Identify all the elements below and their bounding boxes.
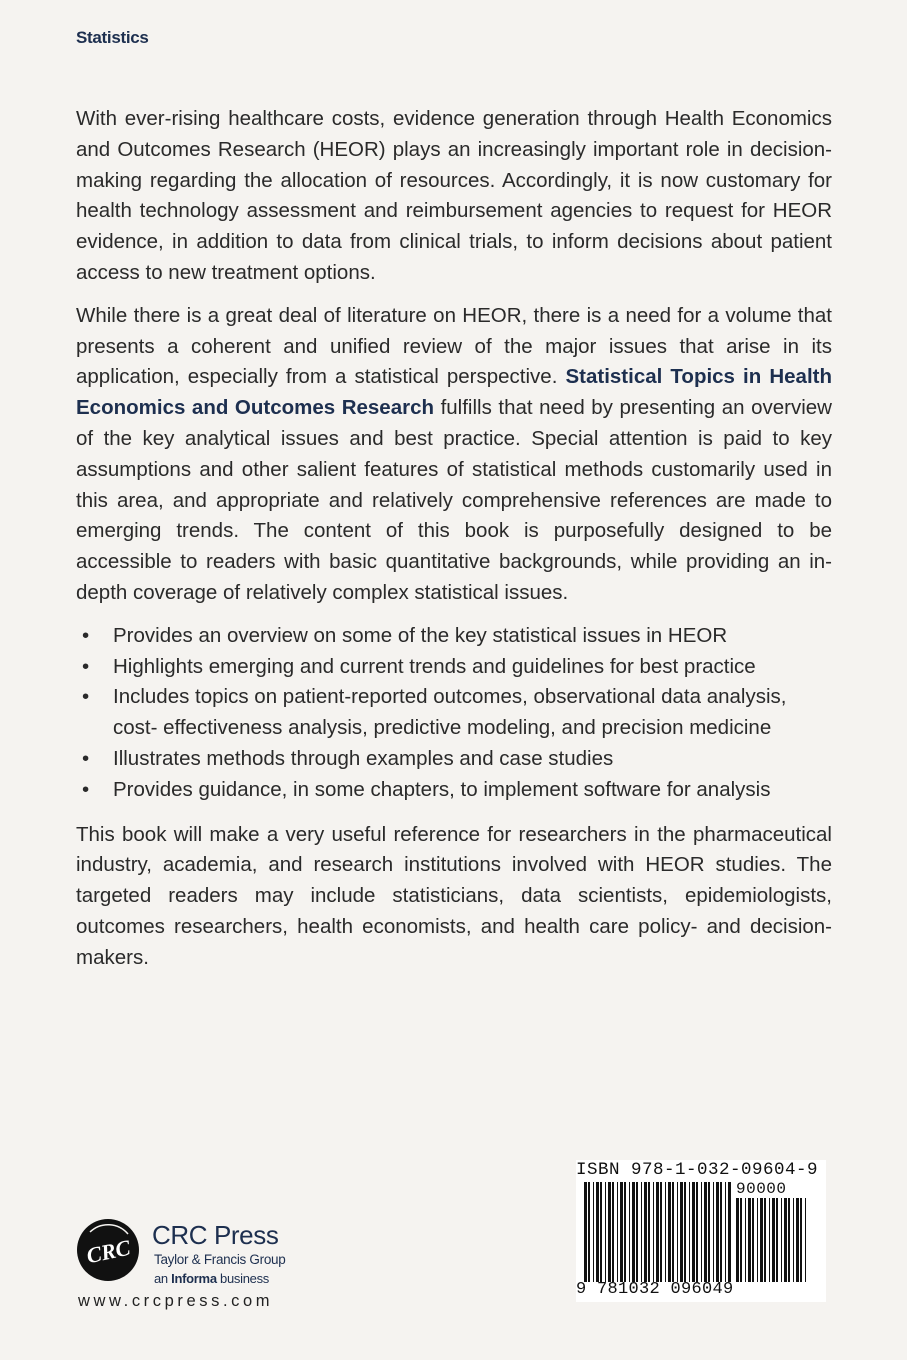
barcode-bar: [800, 1198, 802, 1282]
isbn-number: ISBN 978-1-032-09604-9: [576, 1160, 819, 1180]
barcode-bar: [740, 1198, 742, 1282]
barcode-bar: [593, 1182, 594, 1282]
barcode-bar: [620, 1182, 623, 1282]
barcode-bar: [641, 1182, 642, 1282]
barcode-bar: [665, 1182, 666, 1282]
barcode-bar: [745, 1198, 746, 1282]
barcode-bar: [588, 1182, 590, 1282]
barcode-bar: [784, 1198, 787, 1282]
barcode-bar: [696, 1182, 698, 1282]
paragraph-intro: With ever-rising healthcare costs, evidence generation through Health Economics and Outcomes Research (HEOR) plays an increasingly important role in decision-making regarding the allocation of resources. Accordingly, it is now customary for health technology assessment and reimbursement agencies to request for HEOR evidence, in addition to data from clinical trials, to inform decisions about patient access to new treatment options.: [76, 107, 832, 284]
barcode-bar: [608, 1182, 611, 1282]
publisher-url: www.crcpress.com: [78, 1292, 274, 1310]
book-title-inline: Statistical Topics in Health Economics and Outcomes Research: [76, 365, 832, 420]
barcode-bar: [636, 1182, 638, 1282]
list-item: • Provides an overview on some of the key statistical issues in HEOR: [76, 621, 832, 652]
list-item: • Includes topics on patient-reported outcomes, observational data analysis, cost- effectiveness analysis, predictive modeling, and precision medicine: [76, 682, 832, 744]
barcode-bar: [776, 1198, 778, 1282]
barcode-bar: [793, 1198, 794, 1282]
barcode-bar: [704, 1182, 707, 1282]
barcode-bar: [769, 1198, 770, 1282]
barcode-bar: [596, 1182, 599, 1282]
barcode-bar: [605, 1182, 606, 1282]
paragraph-description-start: While there is a great deal of literature on HEOR, there is a need for a volume that presents a coherent and unified review of the major issues that arise in its application, especially from a statistical perspective.: [76, 303, 832, 389]
barcode-bar: [617, 1182, 618, 1282]
barcode-bar: [701, 1182, 702, 1282]
barcode-bar: [584, 1182, 587, 1282]
barcode-bar: [716, 1182, 719, 1282]
barcode-bar: [644, 1182, 647, 1282]
isbn-barcode: [576, 1160, 826, 1302]
barcode-bar: [648, 1182, 650, 1282]
features-list: [76, 621, 832, 806]
barcode-bar: [684, 1182, 686, 1282]
barcode-bar: [632, 1182, 635, 1282]
barcode-bar: [760, 1198, 763, 1282]
crc-logo-text: CRC: [84, 1234, 133, 1269]
barcode-bar: [708, 1182, 710, 1282]
barcode-bar: [629, 1182, 630, 1282]
publisher-name: CRC Press: [152, 1220, 279, 1250]
barcode-bar: [772, 1198, 775, 1282]
publisher-block: [76, 1218, 316, 1318]
barcode-bar: [728, 1182, 731, 1282]
barcode-bar: [680, 1182, 683, 1282]
paragraph-description-end: fulfills that need by presenting an overview of the key analytical issues and best practice. Special attention is paid to key assumptions and other salient features of statistical methods customarily used in this area, and appropriate and relatively comprehensive references are made to emerging trends. The content of this book is purposefully designed to be accessible to readers with basic quantitative backgrounds, while providing an in-depth coverage of relatively complex statistical issues.: [76, 396, 832, 604]
barcode-bar: [600, 1182, 602, 1282]
barcode-bar: [713, 1182, 714, 1282]
barcode-bar: [624, 1182, 626, 1282]
barcode-bars: [584, 1182, 734, 1282]
back-cover-text: [76, 104, 832, 986]
barcode-bar: [612, 1182, 614, 1282]
addon-barcode-bars: [736, 1198, 816, 1282]
barcode-bar: [752, 1198, 754, 1282]
barcode-bar: [788, 1198, 790, 1282]
barcode-bar: [748, 1198, 751, 1282]
barcode-bar: [736, 1198, 739, 1282]
barcode-bar: [653, 1182, 654, 1282]
barcode-bar: [725, 1182, 726, 1282]
barcode-bar: [692, 1182, 695, 1282]
list-item: • Provides guidance, in some chapters, to implement software for analysis: [76, 775, 832, 806]
paragraph-audience: This book will make a very useful reference for researchers in the pharmaceutical industry, academia, and research institutions involved with HEOR studies. The targeted readers may include statisticians, data scientists, epidemiologists, outcomes researchers, health economists, and health care policy- and decision-makers.: [76, 822, 832, 969]
barcode-bar: [677, 1182, 678, 1282]
barcode-bar: [720, 1182, 722, 1282]
barcode-digits: 9 781032 096049: [576, 1280, 734, 1299]
barcode-bar: [805, 1198, 806, 1282]
category-label: Statistics: [76, 28, 149, 47]
barcode-bar: [781, 1198, 782, 1282]
barcode-bar: [660, 1182, 662, 1282]
barcode-bar: [796, 1198, 799, 1282]
barcode-bar: [757, 1198, 758, 1282]
list-item: • Highlights emerging and current trends and guidelines for best practice: [76, 652, 832, 683]
publisher-group: Taylor & Francis Group: [154, 1252, 286, 1267]
publisher-informa: an Informa business: [154, 1271, 269, 1286]
barcode-bar: [668, 1182, 671, 1282]
barcode-bar: [656, 1182, 659, 1282]
barcode-bar: [672, 1182, 674, 1282]
barcode-bar: [689, 1182, 690, 1282]
barcode-bar: [764, 1198, 766, 1282]
list-item: • Illustrates methods through examples and case studies: [76, 744, 832, 775]
price-code: 90000: [736, 1180, 787, 1198]
crc-press-logo: [76, 1218, 140, 1282]
paragraph-description: [76, 301, 832, 609]
